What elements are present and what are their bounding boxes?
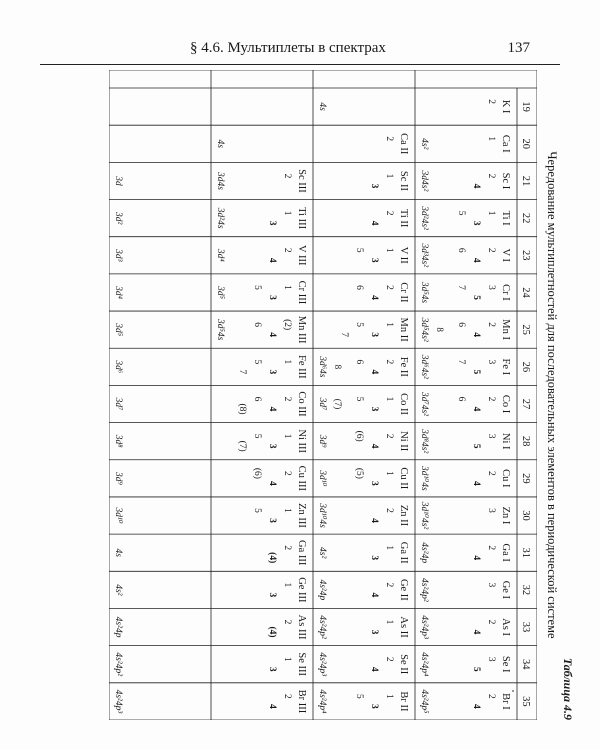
- ground-configuration: 3d¹⁰4s²: [419, 501, 429, 530]
- atomic-number: 30: [520, 510, 531, 521]
- table-number: Таблица 4.9: [561, 657, 575, 720]
- multiplicity-value: 2: [384, 582, 394, 588]
- multiplicity-value: 2: [384, 210, 394, 216]
- spectrum-label: Br II: [398, 691, 409, 712]
- atomic-number: 33: [520, 621, 531, 633]
- ground-configuration: 3d⁹: [317, 434, 327, 448]
- spectrum-label: Ti I: [500, 210, 511, 226]
- multiplicity-value: 4: [471, 257, 481, 263]
- multiplicity-value: 4: [471, 183, 481, 189]
- ground-configuration: 3d⁸4s²: [419, 429, 429, 454]
- table-title: Чередование мультиплетностей для последовательных элементов в периодической системе: [545, 151, 559, 639]
- multiplicity-value: 2: [486, 545, 496, 551]
- atomic-number: 23: [520, 250, 531, 261]
- multiplicity-value: 1: [384, 322, 394, 328]
- multiplicity-value: 2: [384, 285, 394, 290]
- ground-configuration: 3d⁶4s: [317, 356, 327, 378]
- spectrum-label: Ti II: [398, 208, 409, 228]
- ground-configuration: 3d⁶: [113, 360, 123, 374]
- multiplicity-value: 5: [471, 443, 481, 449]
- spectrum-label: Co III: [296, 391, 307, 417]
- multiplicity-value: 6: [456, 396, 466, 402]
- ground-configuration: 4s²4p⁵: [419, 689, 429, 714]
- multiplicity-value: 4: [471, 629, 481, 635]
- multiplicity-value: 2: [282, 545, 292, 551]
- spectrum-label: Ga II: [398, 541, 409, 564]
- spectrum-label: Ge II: [398, 578, 409, 601]
- atomic-number: 26: [520, 361, 531, 373]
- atomic-number: 32: [520, 584, 531, 596]
- spectrum-label: Br I: [500, 693, 511, 710]
- multiplicity-value: 3: [486, 285, 496, 290]
- ground-configuration: 3d⁷4s²: [419, 391, 429, 417]
- multiplicity-value: 4: [471, 406, 481, 412]
- atomic-number: 19: [520, 101, 531, 112]
- multiplicity-value: (4): [267, 626, 277, 638]
- multiplicity-value: 2: [282, 694, 292, 699]
- multiplicity-value: 3: [267, 220, 277, 226]
- multiplicity-value: 1: [384, 247, 394, 253]
- multiplicity-value: 4: [369, 295, 379, 300]
- spectrum-label: Cr I: [500, 284, 511, 301]
- multiplicity-value: 3: [369, 704, 379, 709]
- multiplicity-value: 5: [252, 433, 262, 439]
- multiplicity-value: 3: [267, 295, 277, 300]
- spectrum-label: Ga III: [296, 540, 307, 566]
- spectrum-label: Cu I: [500, 469, 511, 488]
- spectrum-label: V III: [296, 245, 307, 266]
- multiplicity-value: 1: [384, 619, 394, 625]
- multiplicity-value: 5: [471, 666, 481, 672]
- multiplicity-value: 3: [267, 443, 277, 449]
- ground-configuration: 3d²4s: [215, 207, 225, 229]
- multiplicity-value: 3: [267, 518, 277, 523]
- spectrum-label: Mn II: [398, 317, 409, 342]
- spectrum-label: As III: [296, 614, 307, 640]
- section-title: § 4.6. Мультиплеты в спектрах: [190, 40, 386, 56]
- atomic-number: 28: [520, 435, 531, 447]
- ground-configuration: 4s²4p²: [317, 615, 327, 639]
- multiplicity-value: 1: [384, 173, 394, 179]
- spectrum-label: Br III: [296, 689, 307, 714]
- multiplicity-value: 2: [486, 322, 496, 328]
- multiplicity-value: 4: [471, 480, 481, 486]
- multiplicity-value: 2: [486, 99, 496, 104]
- atomic-number: 22: [520, 212, 531, 224]
- ground-configuration: 4s²: [113, 584, 123, 596]
- multiplicity-value: 4: [369, 666, 379, 672]
- ground-configuration: 4s²4p: [317, 579, 327, 601]
- multiplicity-value: 2: [282, 247, 292, 253]
- spectrum-label: Ni II: [398, 431, 409, 452]
- multiplicity-value: 5: [456, 210, 466, 216]
- page-number: 137: [507, 40, 530, 56]
- spectrum-label: Ga I: [500, 543, 511, 562]
- multiplicity-value: 5: [252, 359, 262, 365]
- ground-configuration: 3d: [113, 176, 123, 186]
- ground-configuration: 4s²4p: [113, 616, 123, 638]
- multiplicity-value: 6: [456, 247, 466, 253]
- ground-configuration: 3d⁴: [215, 248, 225, 262]
- spectrum-label: Ni I: [500, 432, 511, 450]
- spectrum-label: K I: [500, 99, 511, 114]
- multiplicity-value: 3: [486, 433, 496, 439]
- ground-configuration: 4s: [215, 139, 225, 148]
- multiplicity-value: 3: [369, 480, 379, 486]
- ground-configuration: 3d⁵: [113, 323, 123, 337]
- ground-configuration: 4s²: [317, 547, 327, 559]
- multiplicity-value: 4: [369, 443, 379, 449]
- multiplicity-value: 5: [354, 247, 364, 253]
- multiplicity-value: 1: [282, 433, 292, 439]
- multiplicity-value: 1: [282, 285, 292, 290]
- ground-configuration: 3d²4s²: [419, 206, 429, 230]
- atomic-number: 31: [520, 547, 531, 558]
- ground-configuration: 3d⁸: [113, 434, 123, 448]
- multiplicity-value: 3: [369, 332, 379, 338]
- ground-configuration: 4s²4p³: [317, 652, 327, 677]
- multiplicity-value: 1: [486, 210, 496, 216]
- ground-configuration: 3d⁵: [215, 286, 225, 299]
- multiplicity-value: 3: [486, 508, 496, 513]
- spectrum-label: As II: [398, 616, 409, 638]
- multiplicity-value: 1: [384, 545, 394, 551]
- multiplicity-value: 7: [237, 369, 247, 375]
- spectrum-label: Cu II: [398, 467, 409, 490]
- multiplicity-value: 7: [456, 285, 466, 290]
- spectrum-label: Ca II: [398, 133, 409, 155]
- multiplicity-value: 6: [252, 322, 262, 328]
- multiplicity-value: 4: [369, 369, 379, 375]
- multiplicity-value: 5: [252, 508, 262, 513]
- ground-configuration: 4s²4p⁴: [419, 652, 429, 677]
- spectrum-label: Fe II: [398, 356, 409, 377]
- multiplicity-value: 3: [471, 220, 481, 226]
- multiplicity-value: 5: [354, 694, 364, 699]
- multiplicity-value: 1: [282, 508, 292, 513]
- multiplicity-value: (8): [237, 403, 247, 415]
- spectrum-label: Fe III: [296, 355, 307, 379]
- ground-configuration: 3d4s: [215, 171, 225, 190]
- ground-configuration: 3d⁷: [317, 397, 327, 411]
- multiplicity-value: 2: [486, 396, 496, 402]
- ground-configuration: 3d⁷: [113, 397, 123, 411]
- ground-configuration: 3d¹⁰4s: [317, 503, 327, 528]
- multiplicity-value: 4: [471, 555, 481, 561]
- multiplicity-value: 3: [369, 183, 379, 189]
- spectrum-label: Mn I: [500, 319, 511, 341]
- ground-configuration: 3d¹⁰4s: [419, 466, 429, 491]
- multiplicity-value: 1: [384, 396, 394, 402]
- ground-configuration: 4s²4p⁴: [317, 689, 327, 714]
- spectrum-label: Ge III: [296, 577, 307, 603]
- spectrum-label: V I: [500, 248, 511, 263]
- ground-configuration: 3d²: [113, 211, 123, 225]
- multiplicity-value: 4: [369, 518, 379, 523]
- multiplicity-value: 2: [384, 433, 394, 439]
- ground-configuration: 4s²: [419, 138, 429, 150]
- multiplicity-value: 4: [369, 592, 379, 598]
- ground-configuration: 3d⁵4s: [419, 281, 429, 304]
- multiplicity-value: 7: [456, 359, 466, 365]
- spectrum-label: Se III: [296, 652, 307, 677]
- spectrum-label: Co I: [500, 394, 511, 414]
- multiplicity-value: 2: [384, 359, 394, 365]
- multiplicity-value: 2: [486, 247, 496, 253]
- ground-configuration: 3d⁴: [113, 286, 123, 299]
- spectrum-label: Cr III: [296, 280, 307, 305]
- page-speck: [512, 690, 514, 692]
- multiplicity-value: 5: [252, 285, 262, 290]
- multiplicity-value: 1: [384, 470, 394, 476]
- multiplicity-value: 4: [267, 480, 277, 486]
- atomic-number: 34: [520, 658, 531, 670]
- atomic-number: 29: [520, 473, 531, 484]
- multiplicity-value: 3: [486, 359, 496, 365]
- multiplicity-value: 5: [471, 369, 481, 375]
- ground-configuration: 3d³4s²: [419, 243, 429, 268]
- multiplicity-value: 2: [486, 619, 496, 625]
- ground-configuration: 3d¹⁰: [113, 507, 123, 524]
- multiplicity-value: 2: [282, 173, 292, 179]
- spectrum-label: V II: [398, 246, 409, 264]
- multiplicity-table: [109, 70, 537, 720]
- multiplicity-value: 6: [354, 359, 364, 365]
- spectrum-label: Fe I: [500, 358, 511, 376]
- multiplicity-value: 1: [282, 656, 292, 662]
- multiplicity-value: 1: [282, 359, 292, 365]
- spectrum-label: Cu III: [296, 465, 307, 492]
- spectrum-label: Sc I: [500, 172, 511, 190]
- ground-configuration: 4s²4p³: [113, 689, 123, 714]
- multiplicity-value: 3: [369, 555, 379, 561]
- configuration-mark: 8: [333, 364, 343, 370]
- multiplicity-value: (5): [354, 467, 364, 479]
- multiplicity-value: 1: [282, 210, 292, 216]
- multiplicity-value: 2: [384, 136, 394, 142]
- spectrum-label: Sc III: [296, 169, 307, 193]
- multiplicity-value: 3: [267, 592, 277, 598]
- multiplicity-value: 3: [369, 629, 379, 635]
- multiplicity-value: 4: [267, 704, 277, 709]
- ground-configuration: 4s²4p²: [113, 652, 123, 677]
- configuration-mark: 8: [435, 327, 445, 332]
- multiplicity-value: 3: [486, 656, 496, 662]
- ground-configuration: 3d¹⁰: [317, 470, 327, 487]
- spectrum-label: Ni III: [296, 429, 307, 453]
- ground-configuration: 4s²4p³: [419, 615, 429, 639]
- multiplicity-value: 2: [486, 470, 496, 476]
- multiplicity-value: 6: [456, 322, 466, 328]
- multiplicity-value: 1: [486, 136, 496, 142]
- atomic-number: 20: [520, 138, 531, 150]
- multiplicity-value: 5: [354, 322, 364, 328]
- multiplicity-value: 1: [384, 694, 394, 699]
- multiplicity-value: 3: [267, 369, 277, 375]
- spectrum-label: Co II: [398, 393, 409, 415]
- multiplicity-value: 3: [486, 582, 496, 588]
- multiplicity-value: 2: [282, 470, 292, 476]
- atomic-number: 24: [520, 287, 531, 298]
- configuration-mark: (7): [333, 398, 343, 410]
- multiplicity-value: 5: [354, 396, 364, 402]
- spectrum-label: Zn III: [296, 503, 307, 528]
- ground-configuration: 3d³: [113, 249, 123, 262]
- page-header: [40, 38, 560, 65]
- multiplicity-value: (4): [267, 552, 277, 564]
- multiplicity-value: 4: [267, 332, 277, 338]
- ground-configuration: 4s: [317, 102, 327, 111]
- multiplicity-value: 4: [267, 406, 277, 412]
- multiplicity-value: 3: [369, 257, 379, 263]
- multiplicity-value: (6): [252, 467, 262, 479]
- spectrum-label: Se I: [500, 655, 511, 673]
- multiplicity-value: 4: [471, 704, 481, 709]
- ground-configuration: 3d⁹: [113, 471, 123, 485]
- spectrum-label: Sc II: [398, 170, 409, 192]
- rotated-table-container: [105, 70, 575, 720]
- atomic-number: 21: [520, 175, 531, 187]
- multiplicity-value: 6: [252, 396, 262, 402]
- ground-configuration: 3d⁵4s: [215, 319, 225, 341]
- ground-configuration: 3d4s²: [419, 170, 429, 192]
- multiplicity-value: 1: [282, 582, 292, 588]
- atomic-number: 25: [520, 324, 531, 335]
- multiplicity-value: 4: [369, 220, 379, 226]
- spectrum-label: Zn II: [398, 504, 409, 527]
- multiplicity-value: 2: [486, 694, 496, 699]
- multiplicity-value: 2: [282, 396, 292, 402]
- multiplicity-value: 2: [384, 508, 394, 513]
- multiplicity-value: (2): [282, 319, 292, 331]
- spectrum-label: Se II: [398, 654, 409, 675]
- ground-configuration: 4s: [113, 548, 123, 557]
- atomic-number: 35: [520, 696, 531, 707]
- ground-configuration: 3d⁵4s²: [419, 317, 429, 342]
- spectrum-label: Ca I: [500, 134, 511, 153]
- spectrum-label: Ge I: [500, 580, 511, 600]
- spectrum-label: Cr II: [398, 282, 409, 303]
- spectrum-label: Ti III: [296, 207, 307, 230]
- multiplicity-value: (7): [237, 440, 247, 452]
- ground-configuration: 4s²4p²: [419, 578, 429, 602]
- multiplicity-value: 5: [471, 295, 481, 300]
- ground-configuration: 3d⁶4s²: [419, 354, 429, 379]
- multiplicity-value: 7: [339, 332, 349, 338]
- multiplicity-value: 4: [471, 332, 481, 338]
- spectrum-label: Mn III: [296, 315, 307, 344]
- atomic-number: 27: [520, 398, 531, 410]
- multiplicity-value: 3: [267, 666, 277, 672]
- multiplicity-value: 3: [369, 406, 379, 412]
- spectrum-label: Zn I: [500, 506, 511, 525]
- ground-configuration: 4s²4p: [419, 542, 429, 564]
- multiplicity-value: 2: [486, 173, 496, 179]
- spectrum-label: As I: [500, 618, 511, 636]
- multiplicity-value: 4: [267, 257, 277, 263]
- multiplicity-value: (6): [354, 430, 364, 442]
- multiplicity-value: 6: [354, 285, 364, 290]
- multiplicity-value: 2: [384, 656, 394, 662]
- multiplicity-value: 2: [282, 619, 292, 625]
